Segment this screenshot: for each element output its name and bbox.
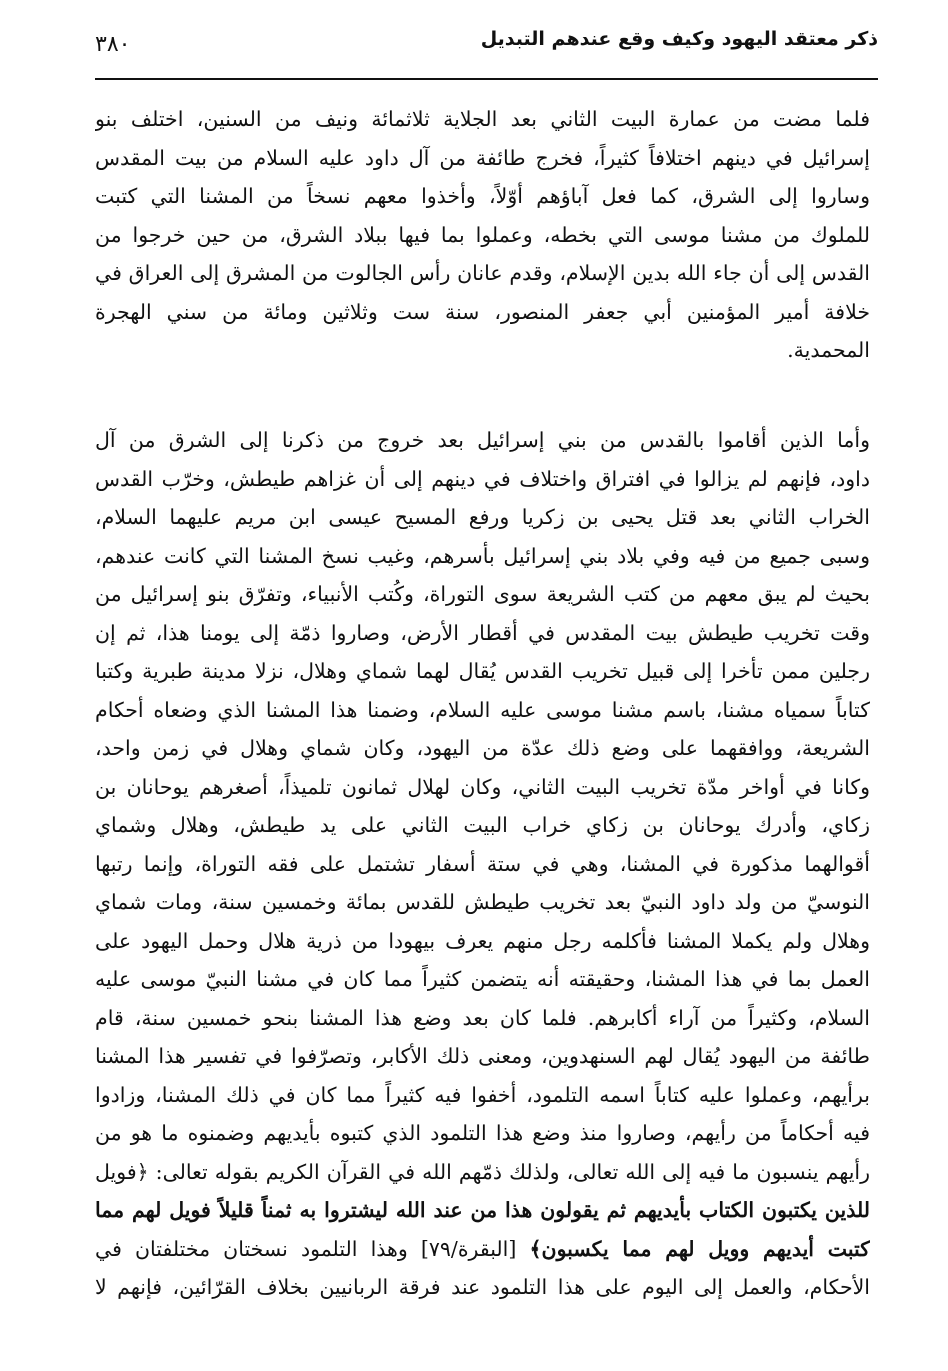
text-line: السلام، وكثيراً من آراء أكابرهم. فلما كان بعد وضع هذا المشنا بنحو خمسين سنة، قام [95, 1005, 870, 1030]
paragraph-1 [95, 100, 870, 370]
text-line: الخراب الثاني بعد قتل يحيى بن زكريا ورفع المسيح عيسى ابن مريم عليهما السلام، [95, 505, 870, 529]
quran-verse-end: كتبت أيديهم وويل لهم مما يكسبون﴾ [529, 1236, 870, 1261]
text-line: فلما مضت من عمارة البيت الثاني بعد الجلاية ثلاثمائة ونيف من السنين، اختلف بنو [95, 107, 870, 131]
text-line: زكاي، وأدرك يوحانان بن زكاي خراب البيت الثاني على يد طيطش، وهلال وشماي [95, 813, 870, 837]
text-line: خلافة أمير المؤمنين أبي جعفر المنصور، سنة ست وثلاثين ومائة من سني الهجرة [95, 299, 870, 324]
quran-verse-line: للذين يكتبون الكتاب بأيديهم ثم يقولون هذا من عند الله ليشتروا به ثمناً قليلاً فويل لهم مما [95, 1198, 870, 1222]
text-line: داود، فإنهم لم يزالوا في افتراق واختلاف في دينهم إلى أن غزاهم طيطش، وخرّب القدس [95, 466, 870, 491]
text-line: القدس إلى أن جاء الله بدين الإسلام، وقدم عانان رأس الجالوت من المشرق إلى العراق في [95, 261, 870, 285]
text-line: وهلال ولم يكملا المشنا فأكلمه رجل منهم يعرف بيهودا من ذرية هلال وحمل اليهود على [95, 928, 870, 953]
text-line: فيه أحكاماً من رأيهم، وصاروا منذ وضع هذا التلمود الذي كتبوه بأيديهم وضمنوه ما هو من [95, 1121, 870, 1145]
text-line: وأما الذين أقاموا بالقدس من بني إسرائيل بعد خروج من ذكرنا إلى الشرق من آل [95, 428, 870, 452]
text-line: النوسيّ من ولد داود النبيّ بعد تخريب طيطش للقدس بمائة وخمسين سنة، ومات شماي [95, 890, 870, 914]
paragraph-2 [95, 421, 870, 1307]
text-line: الشريعة، ووافقهما على وضع ذلك عدّة من اليهود، وكان شماي وهلال في زمن واحد، [95, 736, 870, 760]
text-line: للملوك من مشنا موسى التي بخطه، وعملوا بما فيها ببلاد الشرق، من حين خرجوا من [95, 222, 870, 247]
text-line: رجلين ممن تأخرا إلى قبيل تخريب القدس يُقال لهما شماي وهلال، نزلا مدينة طبرية وكتبا [95, 659, 870, 683]
quran-verse-line-with-reference [95, 1230, 870, 1269]
text-line: وكانا في أواخر مدّة تخريب البيت الثاني، وكان لهلال ثمانون تلميذاً، أصغرهم يوحانان بن [95, 774, 870, 799]
text-line: طائفة من اليهود يُقال لهم السنهدوين، ومعنى ذلك الأكابر، وتصرّفوا في تفسير هذا المشنا [95, 1044, 870, 1068]
running-header [95, 22, 878, 80]
text-line: برأيهم، وعملوا عليه كتاباً اسمه التلمود، أخفوا فيه كثيراً مما كان في ذلك المشنا، وزادوا [95, 1082, 870, 1107]
chapter-title: ذكر معتقد اليهود وكيف وقع عندهم التبديل [480, 28, 878, 50]
text-line: رأيهم ينسبون ما فيه إلى الله تعالى، ولذلك ذمّهم الله في القرآن الكريم بقوله تعالى: ﴿فويل [95, 1159, 870, 1184]
text-line: وسبى جميع من فيه وفي بلاد بني إسرائيل بأسرهم، وغيب نسخ المشنا التي كانت عندهم، [95, 543, 870, 568]
text-line: العمل بما في هذا المشنا، وحقيقته أنه يتضمن كثيراً مما كان في مشنا النبيّ موسى عليه [95, 967, 870, 991]
text-line: بحيث لم يبق معهم من كتب الشريعة سوى التوراة، وكُتب الأنبياء، وتفرّق بنو إسرائيل من [95, 582, 870, 606]
text-line: وساروا إلى الشرق، كما فعل آباؤهم أوّلاً، وأخذوا معهم نسخاً من المشنا التي كتبت [95, 184, 870, 208]
text-line: إسرائيل في دينهم اختلافاً كثيراً، فخرج طائفة من آل داود عليه السلام من بيت المقدس [95, 145, 870, 170]
text-line: المحمدية. [787, 338, 870, 362]
text-line: كتاباً سمياه مشنا، باسم مشنا موسى عليه السلام، وضمنا هذا المشنا الذي وضعاه أحكام [95, 697, 870, 722]
page-number: ٣٨٠ [95, 32, 131, 57]
text-line: الأحكام، والعمل إلى اليوم على هذا التلمود عند فرقة الربانيين بخلاف القرّائين، فإنهم لا [95, 1275, 870, 1299]
text-line: أقوالهما مذكورة في المشنا، وهي في ستة أسفار تشتمل على فقه التوراة، وإنما رتبها [95, 851, 870, 876]
verse-reference: [البقرة/٧٩] وهذا التلمود نسختان مختلفتان في [95, 1236, 517, 1261]
text-line: وقت تخريب طيطش بيت المقدس في أقطار الأرض، وصاروا ذمّة إلى يومنا هذا، ثم إن [95, 620, 870, 645]
